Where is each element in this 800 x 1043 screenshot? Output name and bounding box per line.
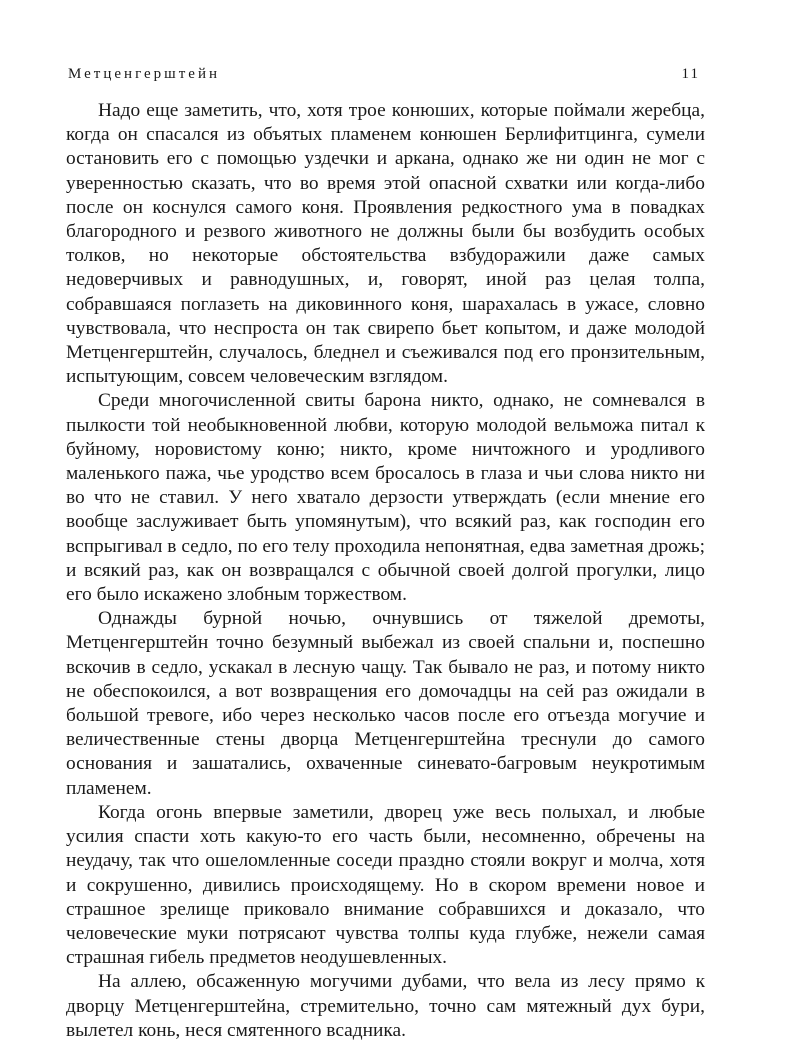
running-header — [68, 66, 700, 86]
page-number: 11 — [681, 66, 700, 82]
paragraph-5: На аллею, обсаженную могучими дубами, что вела из лесу прямо к дворцу Метценгерштейна, стремительно, точно сам мятежный дух бури, вылетел конь, неся смятенного всадника. — [66, 971, 705, 1041]
body-text — [66, 99, 705, 1043]
paragraph-3: Однажды бурной ночью, очнувшись от тяжелой дремоты, Метценгерштейн точно безумный выбежал из своей спальни и, поспешно вскочив в седло, ускакал в лесную чащу. Так бывало не раз, и потому никто не обеспокоился, а вот возвращения его домочадцы на сей раз ожидали в большой тревоге, ибо через несколько часов после его отъезда могучие и величественные стены дворца Метценгерштейна треснули до самого основания и зашатались, охваченные синевато-багровым неукротимым пламенем. — [66, 608, 705, 799]
paragraph-4: Когда огонь впервые заметили, дворец уже весь полыхал, и любые усилия спасти хоть какую-то его часть были, несомненно, обречены на неудачу, так что ошеломленные соседи праздно стояли вокруг и молча, хотя и сокрушенно, дивились происходящему. Но в скором времени новое и страшное зрелище приковало внимание собравшихся и доказало, что человеческие муки потрясают чувства толпы куда глубже, нежели самая страшная гибель предметов неодушевленных. — [66, 801, 705, 969]
running-title: Метценгерштейн — [68, 66, 220, 82]
paragraph-2: Среди многочисленной свиты барона никто, однако, не сомневался в пылкости той необыкновенной любви, которую молодой вельможа питал к буйному, норовистому коню; никто, кроме ничтожного и уродливого маленького пажа, чье уродство всем бросалось в глаза и чьи слова никто ни во что не ставил. У него хватало дерзости утверждать (если мнение его вообще заслуживает быть упомянутым), что всякий раз, как господин его вспрыгивал в седло, по его телу проходила непонятная, едва заметная дрожь; и всякий раз, как он возвращался с обычной своей долгой прогулки, лицо его было искажено злобным торжеством. — [66, 390, 705, 606]
paragraph-1: Надо еще заметить, что, хотя трое конюших, которые поймали жеребца, когда он спасался из объятых пламенем конюшен Берлифитцинга, сумели остановить его с помощью уздечки и аркана, однако же ни один не мог с уверенностью сказать, что во время этой опасной схватки или когда-либо после он коснулся самого коня. Проявления редкостного ума в повадках благородного и резвого животного не должны были бы возбудить особых толков, но некоторые обстоятельства взбудоражили даже самых недоверчивых и равнодушных, и, говорят, иной раз целая толпа, собравшаяся поглазеть на диковинного коня, шарахалась в ужасе, словно чувствовала, что неспроста он так свирепо бьет копытом, и даже молодой Метценгерштейн, случалось, бледнел и съеживался под его пронзительным, испытующим, совсем человеческим взглядом. — [66, 100, 705, 388]
